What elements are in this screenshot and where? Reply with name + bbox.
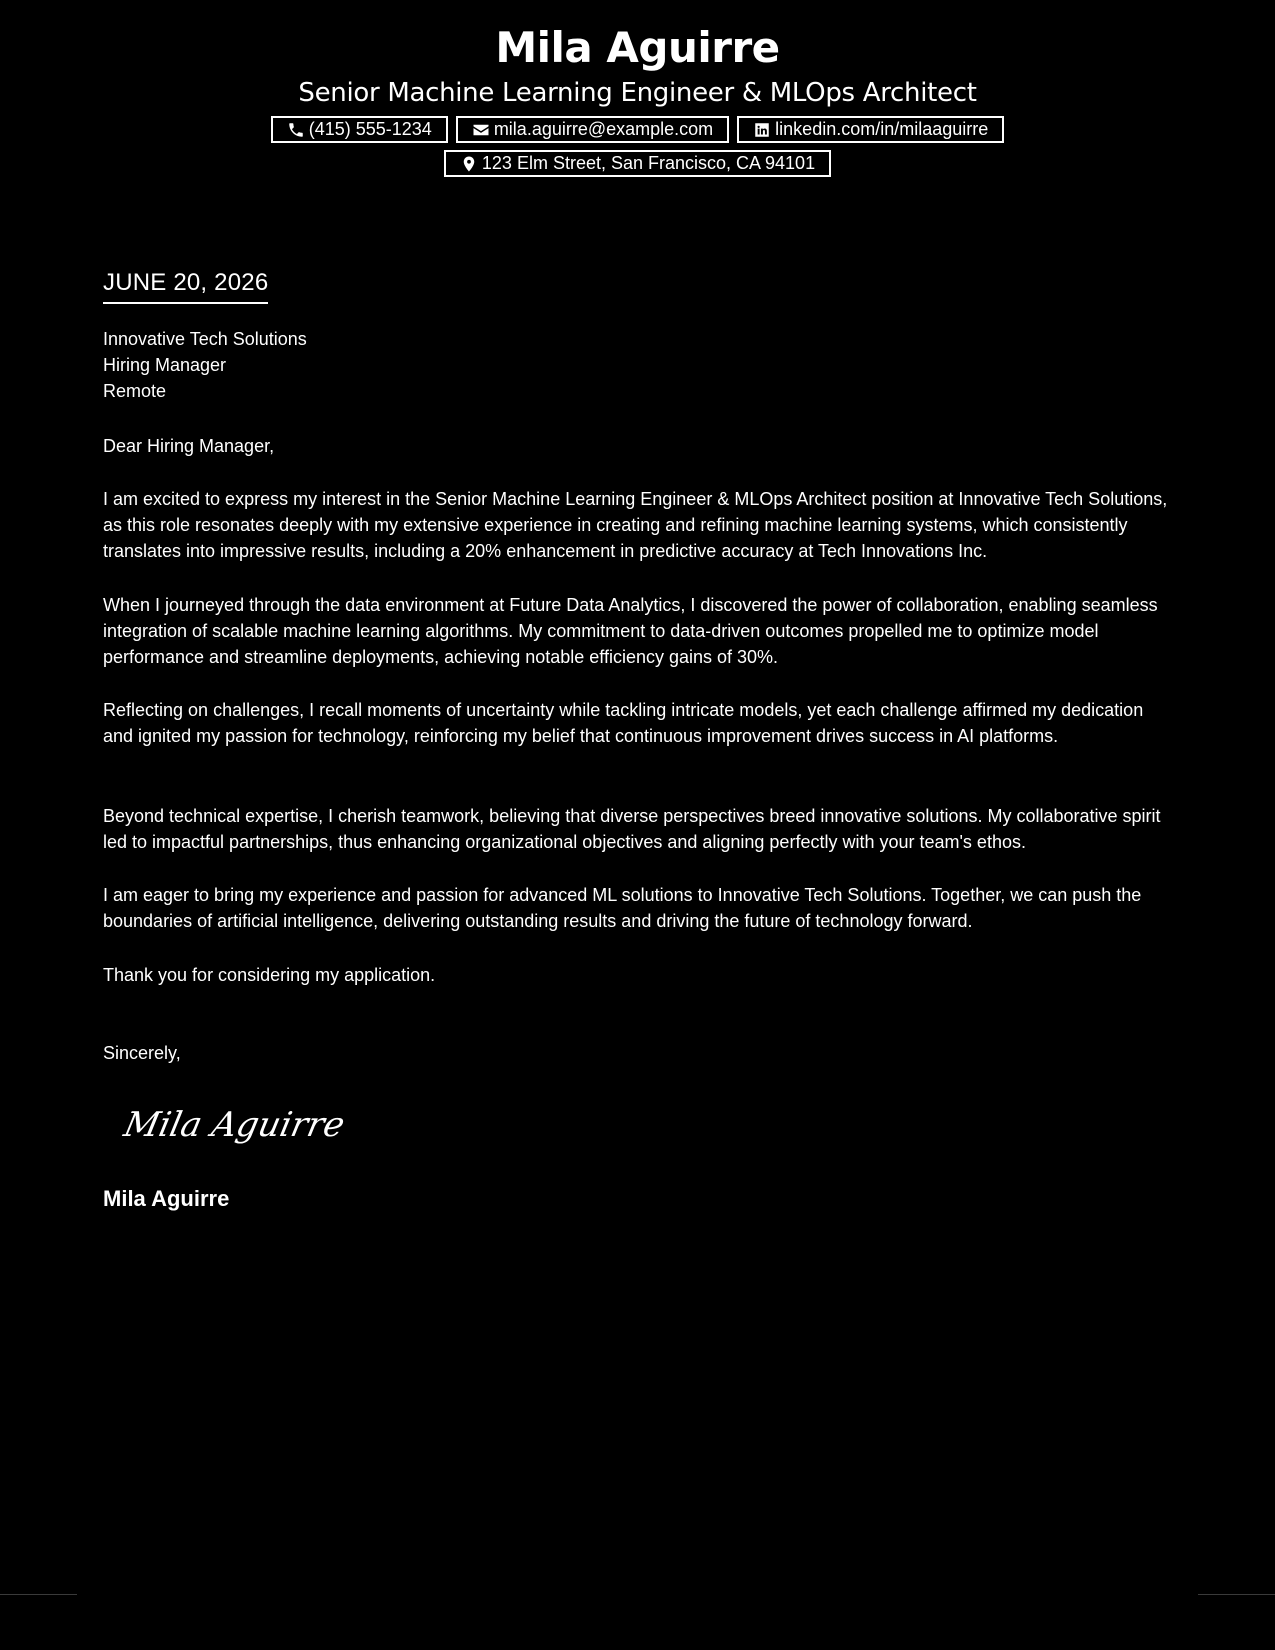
phone-icon xyxy=(287,121,305,139)
signature-text: Mila Aguirre xyxy=(120,1105,349,1145)
letter-date: JUNE 20, 2026 xyxy=(103,267,268,304)
body-paragraph-6: Thank you for considering my application. xyxy=(103,965,436,985)
body-paragraph-4: Beyond technical expertise, I cherish teamwork, believing that diverse perspectives breed innovative solutions. My collaborative spirit led to impactful partnerships, thus enhancing organizational objectives and aligning perfectly with your team's ethos. xyxy=(103,806,1161,852)
contact-linkedin-text: linkedin.com/in/milaaguirre xyxy=(775,119,989,139)
letter-header xyxy=(0,20,1275,177)
closing: Sincerely, xyxy=(103,1043,181,1063)
linkedin-icon xyxy=(753,121,771,139)
contact-linkedin[interactable] xyxy=(737,116,1004,143)
body-paragraph-5: I am eager to bring my experience and passion for advanced ML solutions to Innovative Tech Solutions. Together, we can push the boundaries of artificial intelligence, delivering outstanding results and driving the future of technology forward. xyxy=(103,885,1142,931)
contact-phone[interactable] xyxy=(271,116,448,143)
contact-address[interactable] xyxy=(444,150,831,177)
signer-name: Mila Aguirre xyxy=(103,1186,230,1211)
body-paragraph-2: When I journeyed through the data environment at Future Data Analytics, I discovered the power of collaboration, enabling seamless integration of scalable machine learning algorithms. My commitment to data-driven outcomes propelled me to optimize model performance and streamline deployments, achieving notable efficiency gains of 30%. xyxy=(103,595,1158,667)
signature xyxy=(118,1100,358,1150)
applicant-title: Senior Machine Learning Engineer & MLOps Architect xyxy=(298,78,977,108)
footer-rule-left xyxy=(0,1594,77,1595)
map-pin-icon xyxy=(460,155,478,173)
footer-rule-right xyxy=(1198,1594,1275,1595)
recipient-location: Remote xyxy=(103,381,167,401)
contact-email-text: mila.aguirre@example.com xyxy=(493,119,714,139)
contact-email[interactable] xyxy=(456,116,729,143)
greeting: Dear Hiring Manager, xyxy=(103,436,275,456)
body-paragraph-3: Reflecting on challenges, I recall moments of uncertainty while tackling intricate models, yet each challenge affirmed my dedication and ignited my passion for technology, reinforcing my belief that continuous improvement drives success in AI platforms. xyxy=(103,700,1144,746)
recipient-block xyxy=(103,326,1173,404)
recipient-company: Innovative Tech Solutions xyxy=(103,329,307,349)
contact-phone-text: (415) 555-1234 xyxy=(308,119,432,139)
recipient-role: Hiring Manager xyxy=(103,355,227,375)
contact-address-text: 123 Elm Street, San Francisco, CA 94101 xyxy=(481,153,816,173)
envelope-icon xyxy=(472,121,490,139)
applicant-name: Mila Aguirre xyxy=(495,23,780,72)
contact-list xyxy=(238,116,1038,177)
body-paragraph-1: I am excited to express my interest in the Senior Machine Learning Engineer & MLOps Architect position at Innovative Tech Solutions, as this role resonates deeply with my extensive experience in creating and refining machine learning systems, which consistently translates into impressive results, including a 20% enhancement in predictive accuracy at Tech Innovations Inc. xyxy=(103,489,1168,561)
